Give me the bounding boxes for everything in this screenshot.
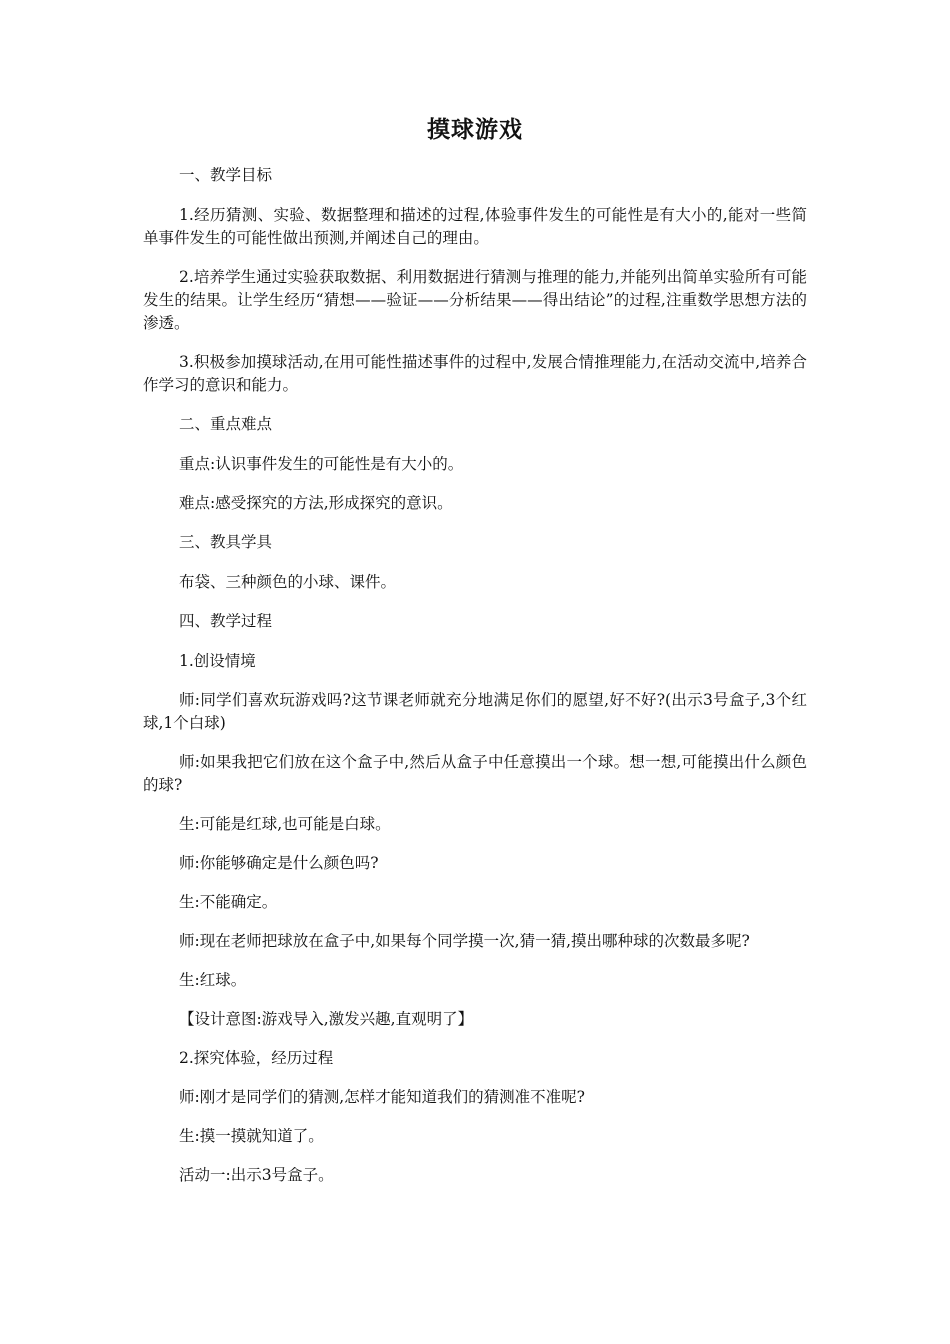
section-heading-materials: 三、教具学具 bbox=[179, 533, 273, 551]
dialogue-line: 生:可能是红球,也可能是白球。 bbox=[179, 815, 391, 833]
document-title: 摸球游戏 bbox=[427, 116, 523, 143]
section-heading-key-points: 二、重点难点 bbox=[179, 415, 273, 433]
section-heading-objectives: 一、教学目标 bbox=[179, 166, 273, 184]
dialogue-line: 师:你能够确定是什么颜色吗? bbox=[179, 854, 379, 872]
key-point: 重点:认识事件发生的可能性是有大小的。 bbox=[179, 455, 464, 473]
dialogue-line: 生:红球。 bbox=[179, 971, 247, 989]
dialogue-line: 师:同学们喜欢玩游戏吗?这节课老师就充分地满足你们的愿望,好不好?(出示3号盒子,3个红球,1个白球) bbox=[143, 691, 807, 732]
dialogue-line: 师:刚才是同学们的猜测,怎样才能知道我们的猜测准不准呢? bbox=[179, 1088, 585, 1106]
objective-1: 1.经历猜测、实验、数据整理和描述的过程,体验事件发生的可能性是有大小的,能对一些简单事件发生的可能性做出预测,并阐述自己的理由。 bbox=[143, 206, 807, 247]
design-intent-note: 【设计意图:游戏导入,激发兴趣,直观明了】 bbox=[179, 1010, 474, 1028]
step-heading-1: 1.创设情境 bbox=[179, 652, 256, 670]
dialogue-line: 生:不能确定。 bbox=[179, 893, 278, 911]
dialogue-line: 生:摸一摸就知道了。 bbox=[179, 1127, 324, 1145]
step-heading-2: 2.探究体验，经历过程 bbox=[179, 1049, 334, 1067]
section-heading-process: 四、教学过程 bbox=[179, 612, 273, 630]
document-page bbox=[143, 112, 807, 1203]
materials-list: 布袋、三种颜色的小球、课件。 bbox=[179, 573, 397, 591]
difficult-point: 难点:感受探究的方法,形成探究的意识。 bbox=[179, 494, 453, 512]
activity-line: 活动一:出示3号盒子。 bbox=[179, 1166, 334, 1184]
objective-2: 2.培养学生通过实验获取数据、利用数据进行猜测与推理的能力,并能列出简单实验所有可能发生的结果。让学生经历“猜想——验证——分析结果——得出结论”的过程,注重数学思想方法的渗透。 bbox=[143, 268, 807, 332]
objective-3: 3.积极参加摸球活动,在用可能性描述事件的过程中,发展合情推理能力,在活动交流中,培养合作学习的意识和能力。 bbox=[143, 353, 807, 394]
dialogue-line: 师:现在老师把球放在盒子中,如果每个同学摸一次,猜一猜,摸出哪种球的次数最多呢? bbox=[179, 932, 750, 950]
dialogue-line: 师:如果我把它们放在这个盒子中,然后从盒子中任意摸出一个球。想一想,可能摸出什么颜色的球? bbox=[143, 753, 807, 794]
